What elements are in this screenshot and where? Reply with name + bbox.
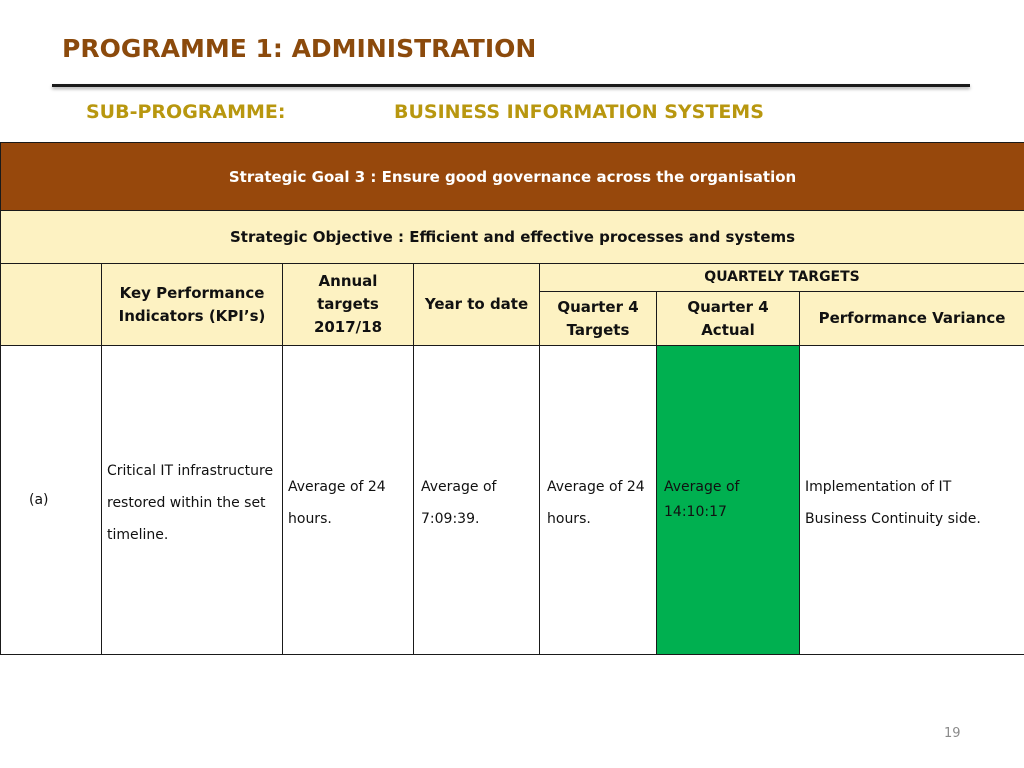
strategic-objective-row — [1, 211, 1024, 264]
header-year-to-date: Year to date — [414, 264, 540, 346]
row-variance: Implementation of IT Business Continuity side. — [805, 479, 981, 527]
page-title: PROGRAMME 1: ADMINISTRATION — [62, 34, 537, 63]
header-kpi: Key Performance Indicators (KPI’s) — [102, 264, 283, 346]
header-q4-targets-text: Quarter 4 Targets — [557, 297, 639, 339]
row-variance-cell — [800, 346, 1024, 655]
header-q4-actual — [657, 292, 800, 346]
row-q4-target-cell — [540, 346, 657, 655]
row-index: (a) — [29, 492, 49, 508]
row-annual-cell — [283, 346, 414, 655]
row-ytd-cell — [414, 346, 540, 655]
strategic-goal: Strategic Goal 3 : Ensure good governance across the organisation — [1, 143, 1024, 211]
row-q4-target: Average of 24 hours. — [547, 479, 645, 527]
header-performance-variance: Performance Variance — [800, 292, 1024, 346]
header-quarterly-targets: QUARTELY TARGETS — [540, 264, 1024, 292]
title-divider — [52, 84, 970, 87]
page-number: 19 — [944, 726, 961, 741]
table-row — [1, 346, 1024, 655]
row-kpi: Critical IT infrastructure restored within the set timeline. — [107, 463, 274, 543]
kpi-table — [0, 142, 1024, 655]
row-index-cell — [1, 346, 102, 655]
sub-programme-value: BUSINESS INFORMATION SYSTEMS — [394, 101, 764, 123]
row-annual: Average of 24 hours. — [288, 479, 386, 527]
header-index — [1, 264, 102, 346]
header-annual-targets — [283, 264, 414, 346]
row-q4-actual-cell — [657, 346, 800, 655]
row-kpi-cell — [102, 346, 283, 655]
header-q4-actual-text: Quarter 4 Actual — [687, 297, 769, 339]
row-ytd: Average of 7:09:39. — [421, 479, 497, 527]
sub-programme-label: SUB-PROGRAMME: — [86, 101, 286, 123]
strategic-objective: Strategic Objective : Efficient and effective processes and systems — [1, 211, 1024, 264]
header-row-1 — [1, 264, 1024, 292]
strategic-goal-row — [1, 143, 1024, 211]
header-q4-targets — [540, 292, 657, 346]
header-annual-targets-text: Annual targets 2017/18 — [313, 272, 383, 336]
row-q4-actual: Average of 14:10:17 — [664, 479, 740, 520]
